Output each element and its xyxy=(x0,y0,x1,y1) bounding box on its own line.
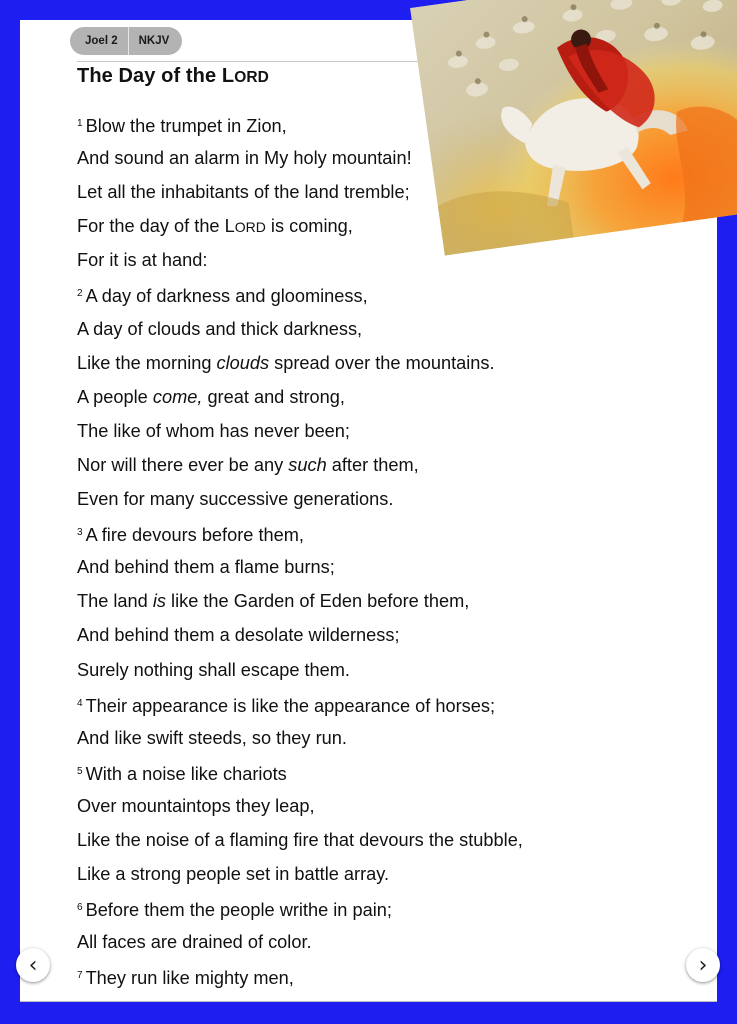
verse-number: 1 xyxy=(77,118,83,129)
verse-italic: clouds xyxy=(216,352,270,373)
previous-chapter-button[interactable] xyxy=(16,948,50,982)
book-chapter-button[interactable]: Joel 2 xyxy=(85,35,118,47)
verse-text: And like swift steeds, so they run. xyxy=(77,727,347,748)
verse-text: All faces are drained of color. xyxy=(77,932,312,953)
next-chapter-button[interactable] xyxy=(686,948,720,982)
verse-text: A day of darkness and gloominess, xyxy=(85,286,368,307)
verse-line xyxy=(77,760,523,794)
verse-line xyxy=(77,453,523,487)
verse-text: The land xyxy=(77,591,153,612)
verse-text: For it is at hand: xyxy=(77,250,208,271)
verse-text: A fire devours before them, xyxy=(85,525,304,546)
verse-line xyxy=(77,692,523,726)
verse-number: 4 xyxy=(77,697,83,709)
chevron-left-icon: ‹ xyxy=(28,952,38,978)
verse-text: great and strong, xyxy=(202,386,345,407)
verse-line xyxy=(77,623,523,657)
verse-text: And behind them a desolate wilderness; xyxy=(77,625,400,646)
verse-text: Blow the trumpet in Zion, xyxy=(85,116,287,136)
chapter-version-selector[interactable] xyxy=(70,27,182,55)
verse-number: 6 xyxy=(77,902,83,914)
section-heading-text: The Day of the xyxy=(77,65,222,87)
verse-text: Before them the people writhe in pain; xyxy=(85,900,392,921)
verse-line xyxy=(77,862,523,896)
verse-text: Over mountaintops they leap, xyxy=(77,795,315,816)
verse-line xyxy=(77,487,523,521)
verse-number: 5 xyxy=(77,765,83,777)
verse-text: And behind them a flame burns; xyxy=(77,557,335,578)
verse-number: 2 xyxy=(77,288,83,300)
section-heading-lord: LORD xyxy=(221,65,269,87)
verse-italic: such xyxy=(288,454,327,475)
verse-text: like the Garden of Eden before them, xyxy=(165,591,470,612)
verse-line xyxy=(77,794,523,828)
verse-text: spread over the mountains. xyxy=(269,352,495,373)
verse-text: Surely nothing shall escape them. xyxy=(77,659,350,680)
verse-text: They run like mighty men, xyxy=(85,968,294,989)
verse-text: A people xyxy=(77,386,153,407)
chevron-right-icon: › xyxy=(698,952,708,978)
version-button[interactable]: NKJV xyxy=(138,35,170,47)
verse-text: And sound an alarm in My holy mountain! xyxy=(77,148,412,169)
verse-line xyxy=(77,419,523,453)
verse-text: Let all the inhabitants of the land tremble; xyxy=(77,182,410,203)
verse-line xyxy=(77,726,523,760)
verse-line xyxy=(77,964,523,998)
verse-number: 3 xyxy=(77,527,83,539)
verse-text: Even for many successive generations. xyxy=(77,489,394,510)
verse-text: With a noise like chariots xyxy=(85,763,287,784)
verse-line xyxy=(77,930,523,964)
verse-text: Nor will there ever be any xyxy=(77,454,289,475)
verse-text: Like the noise of a flaming fire that devours the stubble, xyxy=(77,829,523,850)
verse-line xyxy=(77,282,523,316)
illustration-horsemen xyxy=(410,0,737,256)
verse-line xyxy=(77,828,523,862)
verse-italic: come, xyxy=(152,386,203,407)
verse-text: Their appearance is like the appearance of horses; xyxy=(85,695,496,716)
verse-number: 7 xyxy=(77,970,83,982)
verse-line xyxy=(77,317,523,351)
verse-text: The like of whom has never been; xyxy=(77,420,350,441)
verse-line xyxy=(77,385,523,419)
verse-text: after them, xyxy=(326,454,419,475)
verse-text: A day of clouds and thick darkness, xyxy=(77,318,363,339)
verse-text: Like a strong people set in battle array. xyxy=(77,864,390,885)
verse-text: For the day of the xyxy=(77,216,225,237)
section-heading xyxy=(77,65,269,88)
verse-line xyxy=(77,521,523,555)
verse-line xyxy=(77,896,523,930)
verse-line xyxy=(77,589,523,623)
verse-line xyxy=(77,658,523,692)
verse-italic: is xyxy=(152,591,166,612)
verse-text: is coming, xyxy=(265,216,353,237)
verse-small-caps: LORD xyxy=(224,216,266,237)
verse-line xyxy=(77,351,523,385)
verse-line xyxy=(77,555,523,589)
verse-text: Like the morning xyxy=(77,352,217,373)
footer-divider xyxy=(20,1001,717,1002)
